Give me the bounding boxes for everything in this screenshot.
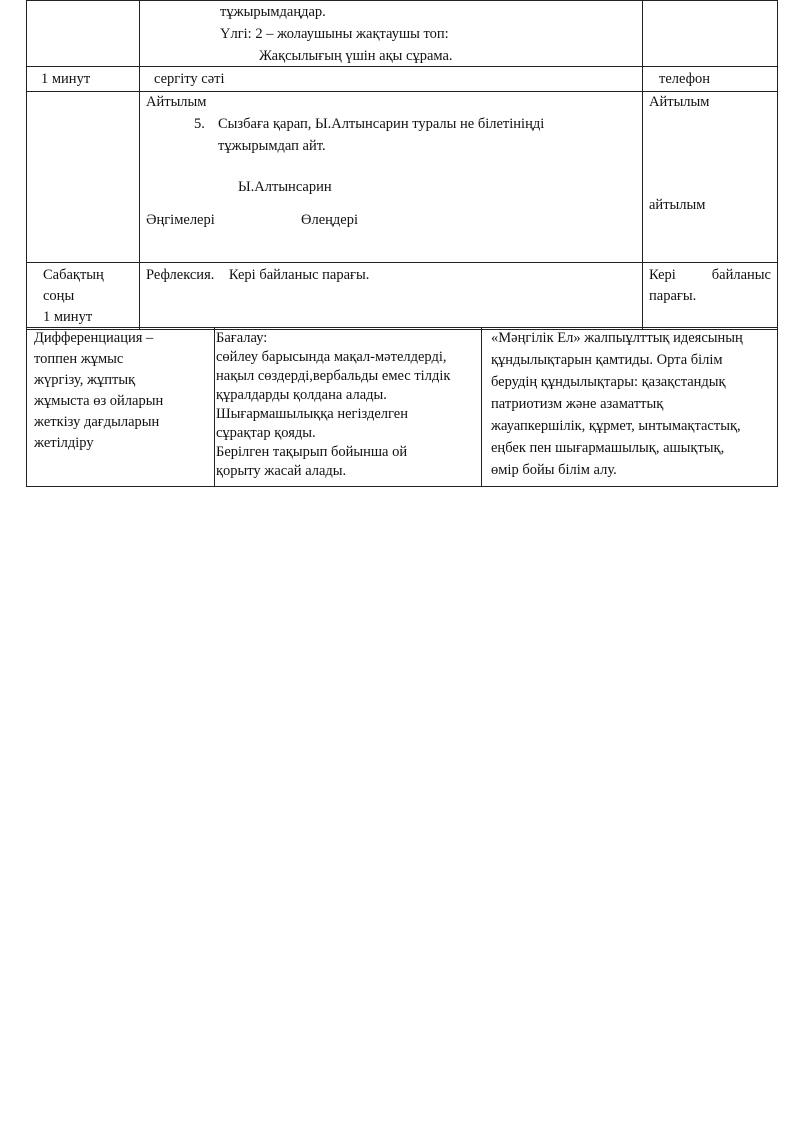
diagram-branches: [146, 211, 636, 233]
table-row: [27, 67, 778, 92]
table-row: [27, 92, 778, 263]
task-text: Сызбаға қарап, Ы.Алтынсарин туралы не білетініңді: [218, 116, 545, 132]
activity-cell: [140, 1, 643, 67]
differentiation-text: жетілдіру: [34, 435, 94, 451]
section-heading: Айтылым: [146, 94, 207, 110]
stage-cell: [27, 67, 140, 92]
activity-cell: [140, 92, 643, 263]
resource-label: телефон: [659, 71, 711, 87]
task-text: тұжырымдап айт.: [218, 138, 326, 154]
diagram-branch-label: Өлеңдері: [301, 212, 358, 228]
differentiation-text: жеткізу дағдыларын: [34, 414, 160, 430]
differentiation-text: Дифференциация –: [34, 330, 154, 346]
task-item: [146, 115, 636, 156]
values-text: патриотизм және азаматтық: [491, 396, 664, 412]
differentiation-text: топпен жұмыс: [34, 351, 124, 367]
values-text: құндылықтарын қамтиды. Орта білім: [491, 352, 723, 368]
resource-cell: [643, 1, 778, 67]
resource-label: Айтылым: [649, 94, 710, 110]
task-text: Үлгі: 2 – жолаушыны жақтаушы топ:: [220, 26, 449, 42]
time-label: 1 минут: [41, 71, 91, 87]
lesson-plan-table: [26, 0, 778, 330]
values-cell: [482, 328, 778, 487]
table-row: [27, 1, 778, 67]
assessment-text: Шығармашылыққа негізделген: [216, 406, 408, 422]
activity-cell: [140, 67, 643, 92]
task-text: тұжырымдаңдар.: [220, 4, 326, 20]
resource-cell: [643, 67, 778, 92]
assessment-heading: Бағалау:: [216, 330, 268, 346]
values-text: берудің құндылықтары: қазақстандық: [491, 374, 726, 390]
table-row: [27, 328, 778, 487]
time-label: 1 минут: [43, 309, 93, 325]
assessment-text: Берілген тақырып бойынша ой: [216, 444, 408, 460]
example-proverb: Жақсылығың үшін ақы сұрама.: [259, 48, 453, 64]
differentiation-text: жұмыста өз ойларын: [34, 393, 164, 409]
assessment-text: сұрақтар қояды.: [216, 425, 316, 441]
stage-cell: [27, 1, 140, 67]
activity-label: сергіту сәті: [154, 71, 225, 87]
stage-label: Сабақтың: [43, 267, 104, 283]
assessment-cell: [215, 328, 482, 487]
differentiation-cell: [27, 328, 215, 487]
differentiation-text: жүргізу, жұптық: [34, 372, 136, 388]
values-text: өмір бойы білім алу.: [491, 462, 617, 478]
assessment-text: сөйлеу барысында мақал-мәтелдерді,: [216, 349, 447, 365]
activity-cell: [140, 263, 643, 330]
task-number: 5.: [194, 116, 205, 132]
values-text: еңбек пен шығармашылық, ашықтық,: [491, 440, 725, 456]
assessment-text: құралдарды қолдана алады.: [216, 387, 387, 403]
resource-label: айтылым: [649, 197, 706, 213]
values-text: «Мәңгілік Ел» жалпыұлттық идеясының: [491, 330, 743, 346]
resource-label: Кері байланыс: [649, 267, 771, 283]
stage-cell: [27, 263, 140, 330]
resource-label: парағы.: [649, 288, 697, 304]
activity-label: Рефлексия. Кері байланыс парағы.: [146, 267, 370, 283]
assessment-text: нақыл сөздерді,вербальды емес тілдік: [216, 368, 451, 384]
stage-cell: [27, 92, 140, 263]
resource-cell: [643, 92, 778, 263]
resource-cell: [643, 263, 778, 330]
assessment-text: қорыту жасай алады.: [216, 463, 347, 479]
diagram-center-label: Ы.Алтынсарин: [238, 179, 332, 195]
assessment-table: [26, 327, 778, 487]
diagram-branch-label: Әңгімелері: [146, 212, 215, 228]
table-row: [27, 263, 778, 330]
stage-label: соңы: [43, 288, 75, 304]
values-text: жауапкершілік, құрмет, ынтымақтастық,: [491, 418, 741, 434]
